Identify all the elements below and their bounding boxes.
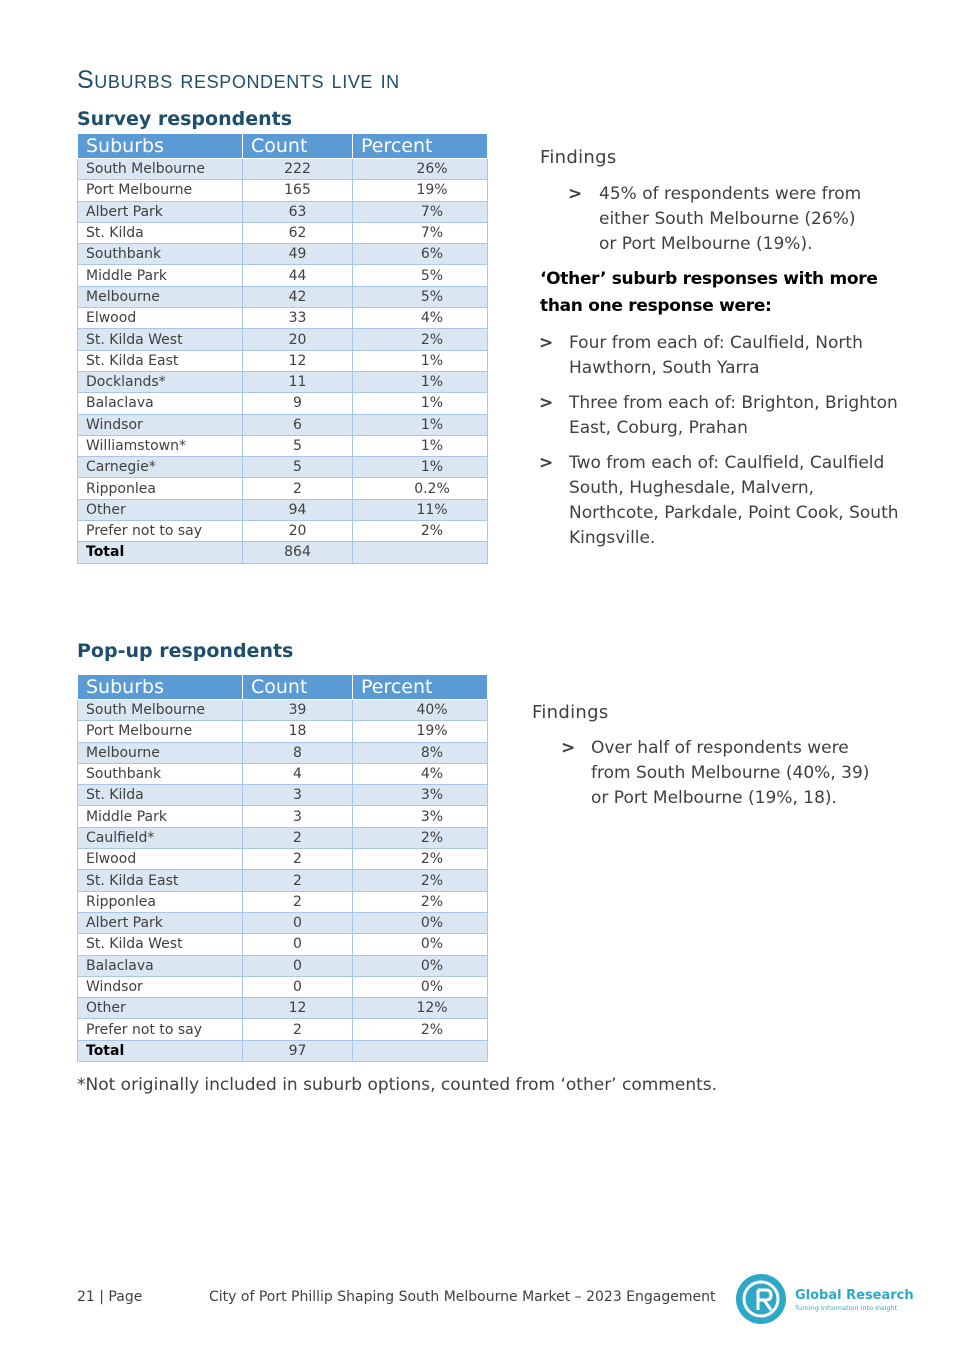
table-row: [78, 180, 488, 201]
column-header-percent: Percent: [353, 134, 488, 159]
suburb-cell: Melbourne: [78, 742, 243, 763]
percent-cell: 19%: [353, 721, 488, 742]
count-cell: 44: [243, 265, 353, 286]
popup-finding-bullet: [561, 736, 891, 811]
suburb-cell: Ripponlea: [78, 478, 243, 499]
table-row: [78, 222, 488, 243]
count-cell: 5: [243, 457, 353, 478]
count-cell: 222: [243, 159, 353, 180]
suburb-cell: Windsor: [78, 414, 243, 435]
table-row: [78, 499, 488, 520]
suburb-cell: Docklands*: [78, 371, 243, 392]
other-suburbs-heading: ‘Other’ suburb responses with more than one response were:: [540, 269, 878, 316]
percent-cell: 2%: [353, 1019, 488, 1040]
percent-cell: 0.2%: [353, 478, 488, 499]
percent-cell: 2%: [353, 827, 488, 848]
document-title: City of Port Phillip Shaping South Melbourne Market – 2023 Engagement: [209, 1289, 716, 1305]
survey-finding-bullet: [568, 182, 868, 257]
bullet-text: 45% of respondents were from either South Melbourne (26%) or Port Melbourne (19%).: [599, 184, 862, 254]
suburb-cell: Middle Park: [78, 806, 243, 827]
count-cell: 63: [243, 201, 353, 222]
suburb-cell: St. Kilda East: [78, 870, 243, 891]
suburb-cell: Albert Park: [78, 912, 243, 933]
count-cell: 18: [243, 721, 353, 742]
count-cell: 20: [243, 329, 353, 350]
table-row: [78, 912, 488, 933]
suburb-cell: Port Melbourne: [78, 180, 243, 201]
count-cell: 0: [243, 912, 353, 933]
count-cell: 2: [243, 891, 353, 912]
popup-table: [77, 674, 488, 1062]
table-row: [78, 849, 488, 870]
percent-cell: 1%: [353, 350, 488, 371]
bullet-marker: >: [539, 453, 554, 473]
popup-findings-heading: Findings: [532, 702, 609, 723]
count-cell: 165: [243, 180, 353, 201]
suburb-cell: Carnegie*: [78, 457, 243, 478]
percent-cell: 1%: [353, 435, 488, 456]
count-cell: 3: [243, 806, 353, 827]
suburb-cell: Albert Park: [78, 201, 243, 222]
percent-cell: 19%: [353, 180, 488, 201]
percent-cell: 0%: [353, 912, 488, 933]
suburb-cell: Total: [78, 542, 243, 563]
table-row: [78, 1019, 488, 1040]
page-number: 21 | Page: [77, 1289, 143, 1305]
survey-section-title: Survey respondents: [77, 108, 293, 130]
table-row: [78, 478, 488, 499]
percent-cell: 7%: [353, 222, 488, 243]
other-suburb-bullet: [539, 391, 899, 441]
suburb-cell: St. Kilda West: [78, 934, 243, 955]
table-row: [78, 827, 488, 848]
column-header-suburbs: Suburbs: [78, 134, 243, 159]
table-row: [78, 159, 488, 180]
bullet-text: Three from each of: Brighton, Brighton East, Coburg, Prahan: [569, 393, 898, 438]
suburb-cell: Prefer not to say: [78, 521, 243, 542]
other-suburb-bullet: [539, 451, 899, 551]
bullet-text: Two from each of: Caulfield, Caulfield South, Hughesdale, Malvern, Northcote, Parkdale, Point Cook, South Kingsville.: [569, 453, 899, 548]
suburb-cell: Port Melbourne: [78, 721, 243, 742]
suburb-cell: Middle Park: [78, 265, 243, 286]
table-row: [78, 806, 488, 827]
count-cell: 33: [243, 308, 353, 329]
count-cell: 49: [243, 244, 353, 265]
count-cell: 2: [243, 1019, 353, 1040]
percent-cell: 1%: [353, 414, 488, 435]
global-research-logo-icon: [734, 1272, 788, 1326]
suburb-cell: Ripponlea: [78, 891, 243, 912]
percent-cell: 2%: [353, 849, 488, 870]
count-cell: 0: [243, 955, 353, 976]
logo-name: Global Research: [795, 1288, 914, 1303]
table-row: [78, 521, 488, 542]
table-header-row: [78, 675, 488, 700]
percent-cell: 7%: [353, 201, 488, 222]
table-row: [78, 891, 488, 912]
suburb-cell: Balaclava: [78, 393, 243, 414]
count-cell: 12: [243, 998, 353, 1019]
suburb-cell: St. Kilda: [78, 222, 243, 243]
table-row: [78, 393, 488, 414]
popup-section-title: Pop-up respondents: [77, 640, 294, 662]
percent-cell: 11%: [353, 499, 488, 520]
count-cell: 2: [243, 478, 353, 499]
count-cell: 864: [243, 542, 353, 563]
suburb-cell: Other: [78, 998, 243, 1019]
count-cell: 2: [243, 827, 353, 848]
suburb-cell: Windsor: [78, 976, 243, 997]
percent-cell: [353, 542, 488, 563]
count-cell: 9: [243, 393, 353, 414]
percent-cell: 4%: [353, 763, 488, 784]
count-cell: 5: [243, 435, 353, 456]
percent-cell: 0%: [353, 976, 488, 997]
percent-cell: [353, 1040, 488, 1061]
other-suburb-bullet: [539, 331, 889, 381]
column-header-percent: Percent: [353, 675, 488, 700]
column-header-suburbs: Suburbs: [78, 675, 243, 700]
count-cell: 12: [243, 350, 353, 371]
suburb-cell: Elwood: [78, 849, 243, 870]
count-cell: 11: [243, 371, 353, 392]
percent-cell: 1%: [353, 371, 488, 392]
page-title: Suburbs respondents live in: [77, 66, 400, 94]
suburb-cell: Total: [78, 1040, 243, 1061]
table-total-row: [78, 542, 488, 563]
percent-cell: 12%: [353, 998, 488, 1019]
suburb-cell: St. Kilda: [78, 785, 243, 806]
percent-cell: 0%: [353, 934, 488, 955]
bullet-text: Four from each of: Caulfield, North Hawthorn, South Yarra: [569, 333, 863, 378]
table-row: [78, 201, 488, 222]
count-cell: 62: [243, 222, 353, 243]
table-row: [78, 955, 488, 976]
table-row: [78, 976, 488, 997]
percent-cell: 0%: [353, 955, 488, 976]
percent-cell: 3%: [353, 806, 488, 827]
table-row: [78, 742, 488, 763]
logo-tagline: Turning Information into Insight: [795, 1304, 898, 1312]
count-cell: 20: [243, 521, 353, 542]
table-row: [78, 763, 488, 784]
suburb-cell: Melbourne: [78, 286, 243, 307]
suburb-cell: Elwood: [78, 308, 243, 329]
percent-cell: 40%: [353, 700, 488, 721]
suburb-cell: Prefer not to say: [78, 1019, 243, 1040]
table-row: [78, 457, 488, 478]
count-cell: 97: [243, 1040, 353, 1061]
bullet-marker: >: [539, 333, 554, 353]
percent-cell: 2%: [353, 891, 488, 912]
percent-cell: 5%: [353, 265, 488, 286]
table-row: [78, 244, 488, 265]
bullet-marker: >: [568, 184, 583, 204]
suburb-cell: Southbank: [78, 244, 243, 265]
count-cell: 6: [243, 414, 353, 435]
table-row: [78, 286, 488, 307]
table-row: [78, 265, 488, 286]
survey-findings-heading: Findings: [540, 147, 617, 168]
bullet-marker: >: [561, 738, 576, 758]
column-header-count: Count: [243, 134, 353, 159]
table-row: [78, 870, 488, 891]
suburb-cell: St. Kilda East: [78, 350, 243, 371]
suburb-cell: Caulfield*: [78, 827, 243, 848]
percent-cell: 4%: [353, 308, 488, 329]
suburb-cell: South Melbourne: [78, 159, 243, 180]
table-row: [78, 998, 488, 1019]
table-row: [78, 721, 488, 742]
table-row: [78, 350, 488, 371]
percent-cell: 1%: [353, 393, 488, 414]
suburb-cell: Williamstown*: [78, 435, 243, 456]
percent-cell: 2%: [353, 521, 488, 542]
bullet-text: Over half of respondents were from South Melbourne (40%, 39) or Port Melbourne (19%, 18).: [591, 738, 870, 808]
suburb-cell: Other: [78, 499, 243, 520]
table-row: [78, 435, 488, 456]
count-cell: 42: [243, 286, 353, 307]
percent-cell: 2%: [353, 329, 488, 350]
table-row: [78, 785, 488, 806]
percent-cell: 3%: [353, 785, 488, 806]
percent-cell: 6%: [353, 244, 488, 265]
suburb-cell: Southbank: [78, 763, 243, 784]
count-cell: 39: [243, 700, 353, 721]
survey-table: [77, 133, 488, 564]
suburb-cell: Balaclava: [78, 955, 243, 976]
count-cell: 2: [243, 849, 353, 870]
percent-cell: 5%: [353, 286, 488, 307]
count-cell: 3: [243, 785, 353, 806]
count-cell: 94: [243, 499, 353, 520]
suburb-cell: South Melbourne: [78, 700, 243, 721]
count-cell: 2: [243, 870, 353, 891]
table-row: [78, 700, 488, 721]
table-total-row: [78, 1040, 488, 1061]
percent-cell: 1%: [353, 457, 488, 478]
percent-cell: 2%: [353, 870, 488, 891]
table-row: [78, 414, 488, 435]
table-row: [78, 329, 488, 350]
footnote: *Not originally included in suburb options, counted from ‘other’ comments.: [77, 1075, 718, 1095]
count-cell: 4: [243, 763, 353, 784]
column-header-count: Count: [243, 675, 353, 700]
table-row: [78, 308, 488, 329]
percent-cell: 26%: [353, 159, 488, 180]
bullet-marker: >: [539, 393, 554, 413]
count-cell: 0: [243, 976, 353, 997]
count-cell: 0: [243, 934, 353, 955]
table-row: [78, 371, 488, 392]
count-cell: 8: [243, 742, 353, 763]
percent-cell: 8%: [353, 742, 488, 763]
table-row: [78, 934, 488, 955]
suburb-cell: St. Kilda West: [78, 329, 243, 350]
table-header-row: [78, 134, 488, 159]
